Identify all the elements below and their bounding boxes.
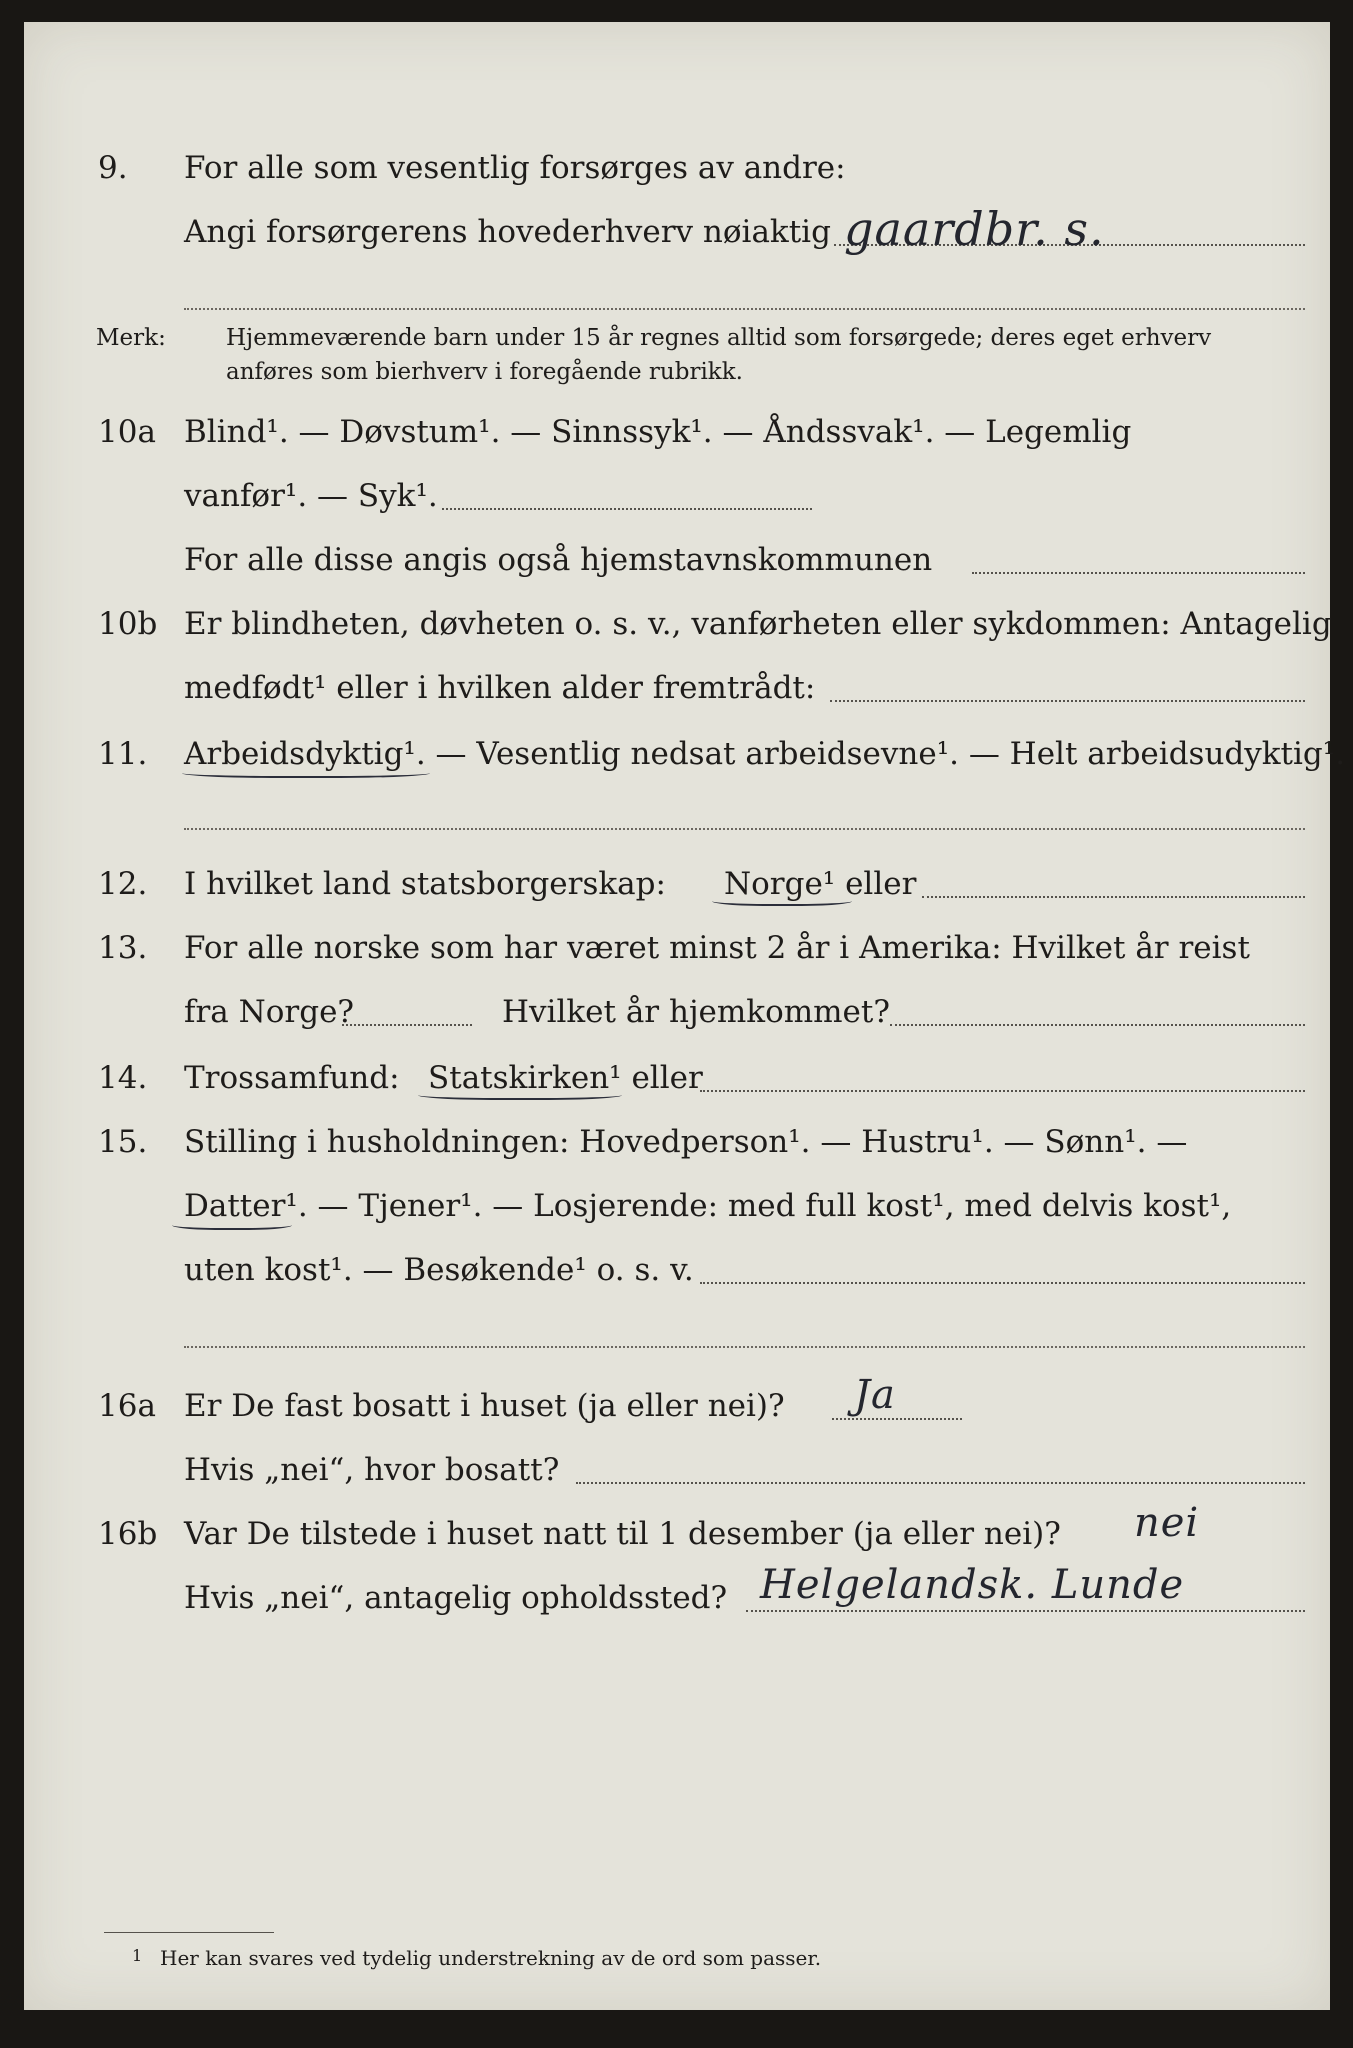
q12-option: Norge¹ eller	[724, 866, 917, 902]
q12-answer-line	[922, 896, 1305, 898]
q16b-handwritten-answer2: Helgelandsk. Lunde	[760, 1562, 1185, 1608]
q10a-answer-line	[442, 508, 812, 510]
q13-number: 13.	[98, 930, 148, 966]
q9-handwritten-answer: gaardbr. s.	[844, 202, 1105, 256]
q13-hjemkommet-line	[890, 1024, 1305, 1026]
q9-number: 9.	[98, 150, 128, 186]
q13-line1: For alle norske som har været minst 2 år i Amerika: Hvilket år reist	[184, 930, 1250, 966]
q16a-number: 16a	[98, 1388, 156, 1424]
merk-line2: anføres som bierhverv i foregående rubrikk.	[226, 359, 743, 385]
footnote-rule	[104, 1932, 274, 1933]
q10a-line2: vanfør¹. — Syk¹.	[184, 478, 438, 514]
q16b-handwritten-answer1: nei	[1134, 1500, 1200, 1546]
q13-line2b: Hvilket år hjemkommet?	[502, 994, 890, 1030]
q16b-line1: Var De tilstede i huset natt til 1 desember (ja eller nei)?	[184, 1516, 1061, 1552]
q16b-opholdssted-line	[746, 1610, 1305, 1612]
q9-line2: Angi forsørgerens hovederhverv nøiaktig	[184, 214, 831, 250]
q14-option: Statskirken¹ eller	[428, 1060, 703, 1096]
q10b-line1: Er blindheten, døvheten o. s. v., vanførheten eller sykdommen: Antagelig	[184, 606, 1332, 642]
merk-label: Merk:	[96, 325, 166, 351]
q10a-hjemstavn-line	[972, 572, 1305, 574]
merk-line1: Hjemmeværende barn under 15 år regnes alltid som forsørgede; deres eget erhverv	[226, 325, 1212, 351]
q12-underline-mark	[712, 894, 852, 906]
q15-line2: Datter¹. — Tjener¹. — Losjerende: med full kost¹, med delvis kost¹,	[184, 1188, 1232, 1224]
q10a-number: 10a	[98, 414, 156, 450]
q16a-line1: Er De fast bosatt i huset (ja eller nei)?	[184, 1388, 785, 1424]
q11-line1: Arbeidsdyktig¹. — Vesentlig nedsat arbeidsevne¹. — Helt arbeidsudyktig¹.	[184, 736, 1346, 772]
q9-blank-line	[184, 308, 1305, 310]
q16b-number: 16b	[98, 1516, 158, 1552]
q13-reist-line	[342, 1024, 472, 1026]
q11-underline-mark	[182, 766, 430, 778]
q15-answer-line	[700, 1282, 1305, 1284]
q10a-line1: Blind¹. — Døvstum¹. — Sinnssyk¹. — Åndssvak¹. — Legemlig	[184, 414, 1132, 450]
q9-line1: For alle som vesentlig forsørges av andre:	[184, 150, 846, 186]
footnote-mark: 1	[132, 1946, 143, 1965]
q14-underline-mark	[418, 1088, 622, 1100]
q11-number: 11.	[98, 736, 148, 772]
q10b-answer-line	[830, 700, 1305, 702]
q16a-answer-line	[832, 1418, 962, 1420]
census-form-page	[24, 22, 1346, 2010]
q10b-line2: medfødt¹ eller i hvilken alder fremtrådt:	[184, 670, 816, 706]
q11-blank-line	[184, 828, 1305, 830]
q15-blank-line	[184, 1346, 1305, 1348]
q10a-line3: For alle disse angis også hjemstavnskommunen	[184, 542, 933, 578]
q15-number: 15.	[98, 1124, 148, 1160]
q16a-handwritten-answer: Ja	[854, 1372, 896, 1418]
q12-line1: I hvilket land statsborgerskap:	[184, 866, 666, 902]
q14-answer-line	[700, 1090, 1305, 1092]
q13-line2a: fra Norge?	[184, 994, 355, 1030]
q10b-number: 10b	[98, 606, 158, 642]
q15-underline-mark	[172, 1218, 292, 1230]
q16a-line2: Hvis „nei“, hvor bosatt?	[184, 1452, 560, 1488]
q12-number: 12.	[98, 866, 148, 902]
q14-line1: Trossamfund:	[184, 1060, 400, 1096]
q15-line3: uten kost¹. — Besøkende¹ o. s. v.	[184, 1252, 694, 1288]
footnote-text: Her kan svares ved tydelig understrekning av de ord som passer.	[160, 1946, 822, 1970]
q16a-bosatt-line	[576, 1482, 1305, 1484]
q15-line1: Stilling i husholdningen: Hovedperson¹. — Hustru¹. — Sønn¹. —	[184, 1124, 1188, 1160]
q16b-line2: Hvis „nei“, antagelig opholdssted?	[184, 1580, 728, 1616]
q14-number: 14.	[98, 1060, 148, 1096]
